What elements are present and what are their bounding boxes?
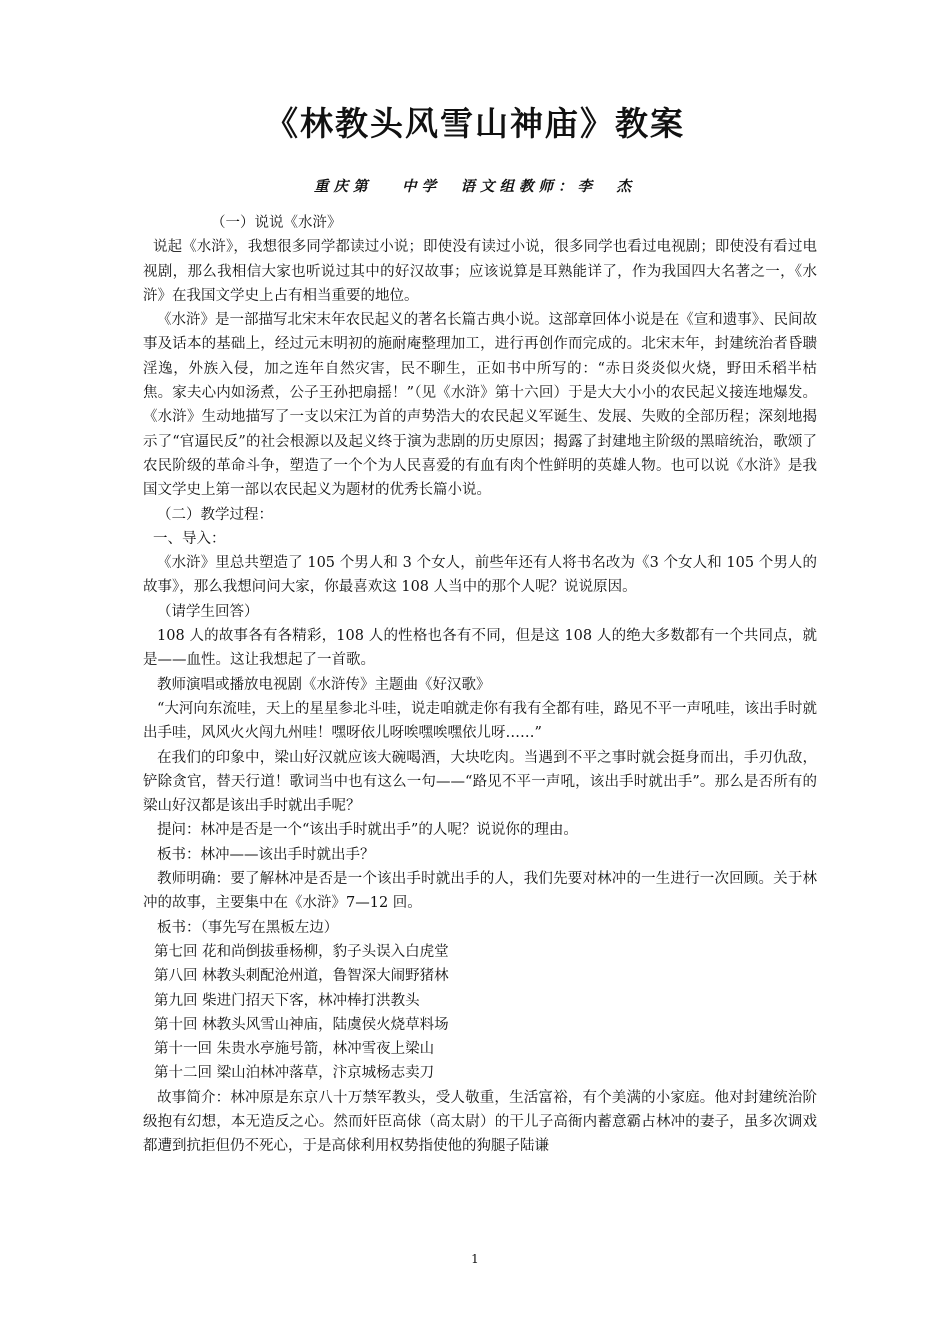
paragraph-intro: 说起《水浒》，我想很多同学都读过小说；即使没有读过小说，很多同学也看过电视剧；即使没有看过电视剧，那么我相信大家也听说过其中的好汉故事；应该说算是耳熟能详了，作为我国四大名著之一，《水浒》在我国文学史上占有相当重要的地位。	[143, 239, 817, 304]
paragraph-question: 提问：林冲是否是一个“该出手时就出手”的人呢？说说你的理由。	[157, 822, 578, 839]
subheading-lead-in: 一、导入：	[153, 530, 226, 547]
paragraph-background: 《水浒》是一部描写北宋末年农民起义的著名长篇古典小说。这部章回体小说是在《宣和遗事》、民间故事及话本的基础上，经过元末明初的施耐庵整理加工，进行再创作而完成的。北宋末年，封建统治者昏聩淫逸，外族入侵，加之连年自然灾害，民不聊生，正如书中所写的：“赤日炎炎似火烧，野田禾稻半枯焦。家夫心内如汤煮，公子王孙把扇摇！”（见《水浒》第十六回）于是大大小小的农民起义接连地爆发。《水浒》生动地描写了一支以宋江为首的声势浩大的农民起义军诞生、发展、失败的全部历程；深刻地揭示了“官逼民反”的社会根源以及起义终于演为悲剧的历史原因；揭露了封建地主阶级的黑暗统治，歌颂了农民阶级的革命斗争，塑造了一个个为人民喜爱的有血有肉个性鲜明的英雄人物。也可以说《水浒》是我国文学史上第一部以农民起义为题材的优秀长篇小说。	[143, 312, 817, 499]
paragraph-story-summary: 故事简介：林冲原是东京八十万禁军教头，受人敬重，生活富裕，有个美满的小家庭。他对封建统治阶级抱有幻想，本无造反之心。然而奸臣高俅（高太尉）的干儿子高衙内蓄意霸占林冲的妻子，虽多次调戏都遭到抗拒但仍不死心，于是高俅利用权势指使他的狗腿子陆谦	[143, 1089, 817, 1155]
paragraph-board-1: 板书：林冲——该出手时就出手？	[157, 846, 375, 863]
paragraph-board-2: 板书：（事先写在黑板左边）	[157, 919, 339, 936]
section-heading-2: （二）教学过程：	[157, 506, 273, 523]
paragraph-teacher-clarify: 教师明确：要了解林冲是否是一个该出手时就出手的人，我们先要对林冲的一生进行一次回顾。关于林冲的故事，主要集中在《水浒》7—12 回。	[143, 871, 817, 912]
paragraph-song-lyrics: “大河向东流哇，天上的星星参北斗哇，说走咱就走你有我有全都有哇，路见不平一声吼哇，该出手时就出手哇，风风火火闯九州哇！嘿呀依儿呀唉嘿唉嘿依儿呀……”	[143, 700, 817, 742]
chapter-list-item: 第八回 林教头刺配沧州道，鲁智深大闹野猪林	[154, 968, 449, 985]
page-number: 1	[471, 1252, 479, 1266]
paragraph-theme-song: 教师演唱或播放电视剧《水浒传》主题曲《好汉歌》	[157, 676, 491, 693]
chapter-list-item: 第七回 花和尚倒拔垂杨柳，豹子头误入白虎堂	[154, 943, 449, 960]
paragraph-blood-spirit: 108 人的故事各有各精彩，108 人的性格也各有不同，但是这 108 人的绝大多数都有一个共同点，就是——血性。这让我想起了一首歌。	[143, 628, 817, 669]
document-title: 《林教头风雪山神庙》教案	[265, 104, 685, 143]
chapter-list-item: 第十一回 朱贵水亭施号箭，林冲雪夜上梁山	[154, 1041, 435, 1058]
chapter-list-item: 第九回 柴进门招天下客，林冲棒打洪教头	[154, 992, 420, 1009]
paragraph-student-answer: （请学生回答）	[157, 603, 259, 620]
paragraph-impression: 在我们的印象中，梁山好汉就应该大碗喝酒，大块吃肉。当遇到不平之事时就会挺身而出，手刃仇敌，铲除贪官，替天行道！歌词当中也有这么一句——“路见不平一声吼，该出手时就出手”。那么是否所有的梁山好汉都是该出手时就出手呢？	[143, 749, 817, 815]
chapter-list-item: 第十回 林教头风雪山神庙，陆虞侯火烧草料场	[154, 1016, 449, 1033]
chapter-list-item: 第十二回 梁山泊林冲落草，汴京城杨志卖刀	[154, 1065, 435, 1082]
section-heading-1: （一）说说《水浒》	[211, 215, 342, 231]
author-line: 重庆第 中学 语文组教师：李 杰	[313, 178, 637, 195]
document-body	[143, 211, 817, 1159]
paragraph-lead-in: 《水浒》里总共塑造了 105 个男人和 3 个女人，前些年还有人将书名改为《3 个女人和 105 个男人的故事》，那么我想问问大家，你最喜欢这 108 人当中的那个人呢？说说原因。	[143, 555, 817, 596]
